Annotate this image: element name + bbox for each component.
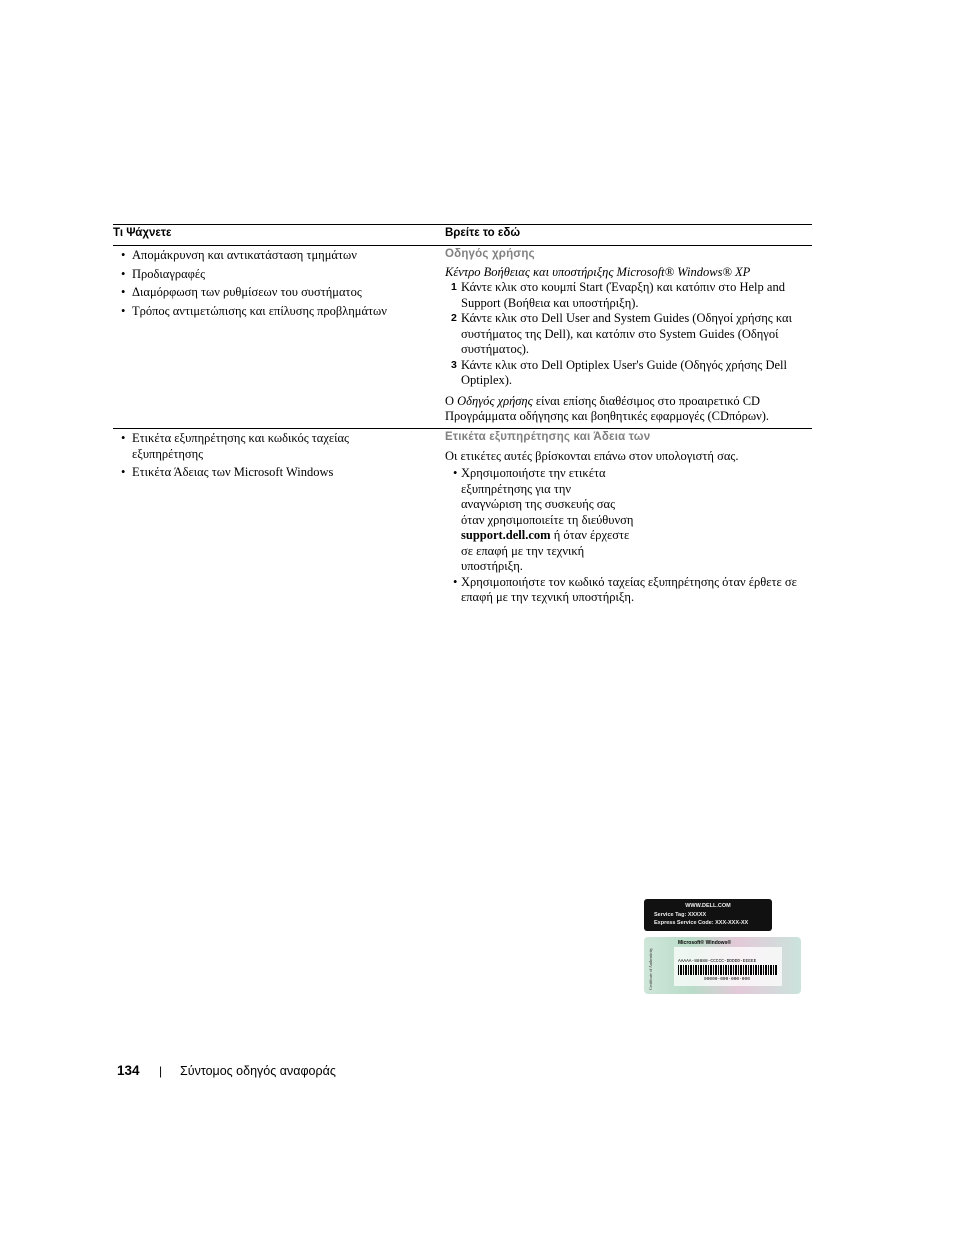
step-2 xyxy=(445,311,812,358)
list-item: • Προδιαγραφές xyxy=(113,267,423,283)
list-item: • Απομάκρυνση και αντικατάσταση τμημάτων xyxy=(113,248,423,264)
row1-right xyxy=(445,247,812,425)
table-row xyxy=(113,246,812,429)
info-table xyxy=(113,224,812,990)
service-tag-label-image xyxy=(644,899,772,931)
help-center-line: Κέντρο Βοήθειας και υποστήριξης Microsoft® Windows® XP xyxy=(445,264,751,279)
page-number: 134 xyxy=(117,1063,140,1078)
windows-coa-label-image xyxy=(644,937,801,994)
list-item: • Τρόπος αντιμετώπισης και επίλυσης προβλημάτων xyxy=(113,304,423,320)
label-url: WWW.DELL.COM xyxy=(685,903,731,909)
support-link-text: support.dell.com xyxy=(461,528,551,542)
row1-left xyxy=(113,248,423,319)
coa-key-card xyxy=(674,947,782,986)
list-item: • Ετικέτα εξυπηρέτησης και κωδικός ταχείας εξυπηρέτησης xyxy=(113,431,423,462)
labels-intro: Οι ετικέτες αυτές βρίσκονται επάνω στον υπολογιστή σας. xyxy=(445,448,739,463)
list-item: • Ετικέτα Άδειας των Microsoft Windows xyxy=(113,465,423,481)
table-row xyxy=(113,429,812,990)
list-item: • Διαμόρφωση των ρυθμίσεων του συστήματος xyxy=(113,285,423,301)
coa-product-key: AAAAA-88888-CCCCC-DDDDD-EEEEE xyxy=(678,959,757,964)
footer-title: Σύντομος οδηγός αναφοράς xyxy=(180,1064,336,1078)
list-item: • Χρησιμοποιήστε τον κωδικό ταχείας εξυπηρέτησης όταν έρθετε σε επαφή με την τεχνική υποστήριξη. xyxy=(445,575,812,606)
section-title-user-guide: Οδηγός χρήσης xyxy=(445,248,535,260)
coa-brand: Microsoft® Windows® xyxy=(678,940,732,946)
row2-left xyxy=(113,431,423,481)
step-number: 3 xyxy=(451,358,457,371)
label-express-code: Express Service Code: XXX-XXX-XX xyxy=(654,920,749,926)
barcode-icon xyxy=(678,965,778,975)
step-number: 2 xyxy=(451,312,457,324)
section-title-labels: Ετικέτα εξυπηρέτησης και Άδεια των xyxy=(445,431,651,443)
step-number: 1 xyxy=(451,281,457,293)
step-text: Κάντε κλικ στο κουμπί Start (Έναρξη) και κατόπιν στο Help and Support (Βοήθεια και υποστήριξη). xyxy=(461,280,785,310)
header-find-it-here: Βρείτε το εδώ xyxy=(445,227,521,239)
step-3 xyxy=(445,358,812,389)
label-service-tag: Service Tag: XXXXX xyxy=(654,912,707,918)
header-what-you-look-for: Τι Ψάχνετε xyxy=(113,227,172,239)
user-guide-note: Ο Οδηγός χρήσης είναι επίσης διαθέσιμος στο προαιρετικό CD Προγράμματα οδήγησης και βοηθητικές εφαρμογές (CDπόρων). xyxy=(445,393,770,423)
coa-side-text: Certificate of Authenticity xyxy=(648,948,653,990)
step-text: Κάντε κλικ στο Dell Optiplex User's Guide (Οδηγός χρήσης Dell Optiplex). xyxy=(461,357,787,387)
footer-separator: | xyxy=(159,1064,163,1078)
list-item: • Χρησιμοποιήστε την ετικέτα εξυπηρέτησης για την αναγνώριση της συσκευής σας όταν χρησιμοποιείτε τη διεύθυνση support.dell.com ή όταν έρχεστε σε επαφή με την τεχνική υποστήριξη. xyxy=(445,466,634,575)
step-1 xyxy=(445,280,812,311)
row2-right xyxy=(445,430,812,606)
coa-number: 00000-000-000-000 xyxy=(704,977,750,982)
step-text: Κάντε κλικ στο Dell User and System Guides (Οδηγοί χρήσης και συστήματος της Dell), και κατόπιν στο System Guides (Οδηγοί συστήματος). xyxy=(461,311,792,356)
table-header xyxy=(113,224,812,246)
